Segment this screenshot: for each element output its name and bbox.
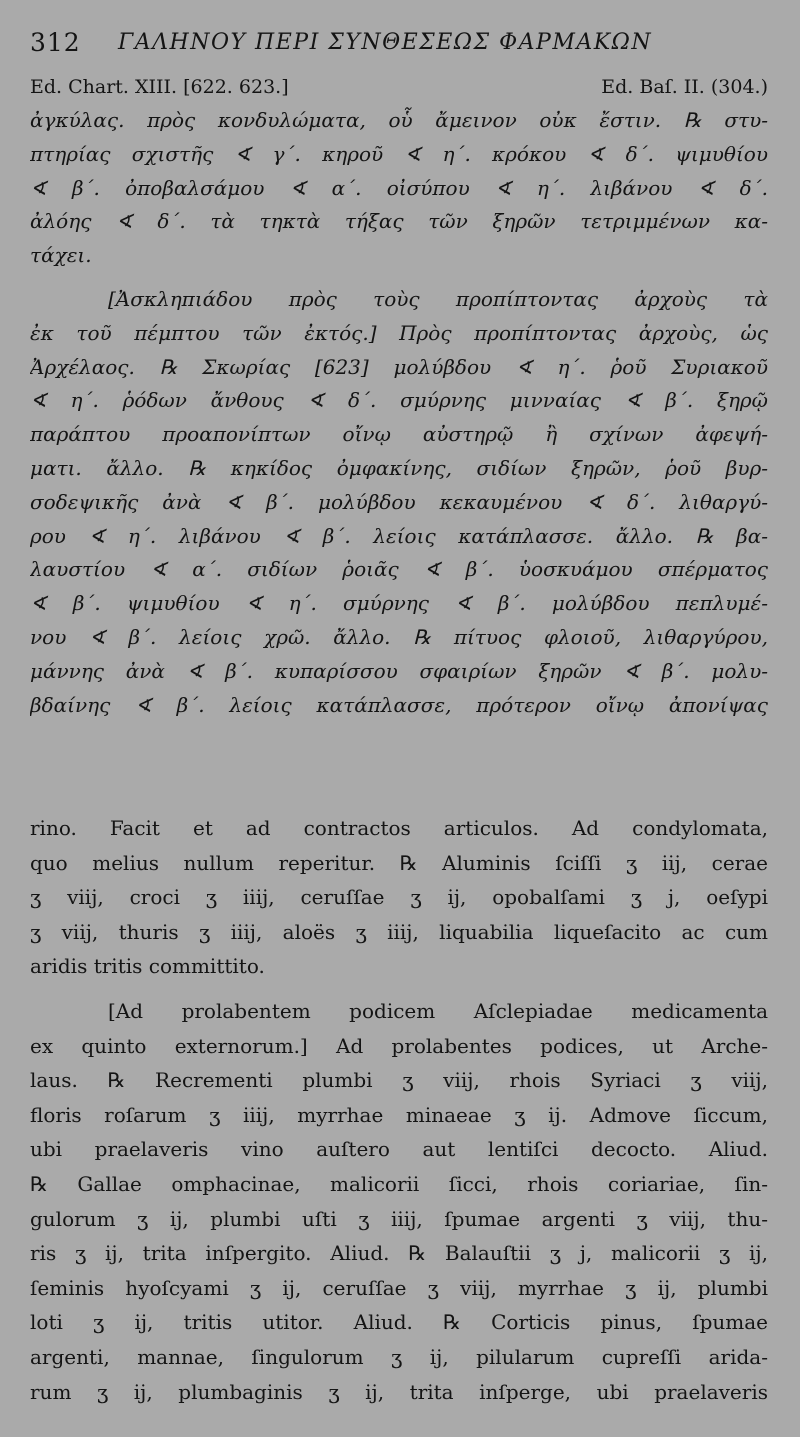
greek-line: ἀλόης ∢ δ΄. τὰ τηκτὰ τήξας τῶν ξηρῶν τετριμμένων κα- [30, 209, 768, 234]
latin-line: [Ad prolabentem podicem Aſclepiadae medicamenta [108, 998, 768, 1023]
latin-line: ubi praelaveris vino auſtero aut lentiſci decocto. Aliud. [30, 1137, 768, 1162]
latin-line: ʒ viij, croci ʒ iiij, ceruſſae ʒ ij, opobalſami ʒ j, oeſypi [30, 885, 768, 910]
latin-line: rum ʒ ij, plumbaginis ʒ ij, trita inſperge, ubi praelaveris [30, 1379, 768, 1404]
edition-chartier: Ed. Chart. XIII. [622. 623.] [30, 76, 289, 98]
greek-line: Ἀρχέλαος. ℞ Σκωρίας [623] μολύβδου ∢ η΄. ῥοῦ Συριακοῦ [30, 354, 768, 379]
page-number: 312 [30, 28, 81, 57]
latin-line: argenti, mannae, ſingulorum ʒ ij, pilularum cupreſſi arida- [30, 1344, 768, 1369]
latin-line: ſeminis hyoſcyami ʒ ij, ceruſſae ʒ viij, myrrhae ʒ ij, plumbi [30, 1275, 768, 1300]
edition-basel: Ed. Baſ. II. (304.) [601, 76, 768, 98]
greek-line: λαυστίου ∢ α΄. σιδίων ῥοιᾶς ∢ β΄. ὑοσκυάμου σπέρματος [30, 557, 768, 582]
greek-line: ∢ η΄. ῥόδων ἄνθους ∢ δ΄. σμύρνης μινναίας ∢ β΄. ξηρῷ [30, 388, 768, 413]
greek-line: [Ἀσκληπιάδου πρὸς τοὺς προπίπτοντας ἀρχοὺς τὰ [108, 286, 768, 311]
latin-line: ℞ Gallae omphacinae, malicorii ſicci, rhois coriariae, ſin- [30, 1171, 768, 1196]
greek-line: σοδεψικῆς ἀνὰ ∢ β΄. μολύβδου κεκαυμένου ∢ δ΄. λιθαργύ- [30, 489, 768, 514]
greek-line: ἀγκύλας. πρὸς κονδυλώματα, οὗ ἄμεινον οὐκ ἔστιν. ℞ στυ- [30, 108, 768, 132]
greek-line: ∢ β΄. ψιμυθίου ∢ η΄. σμύρνης ∢ β΄. μολύβδου πεπλυμέ- [30, 591, 768, 616]
latin-line: aridis tritis committito. [30, 954, 265, 979]
latin-line: gulorum ʒ ij, plumbi uſti ʒ iiij, ſpumae argenti ʒ viij, thu- [30, 1206, 768, 1231]
latin-line: quo melius nullum reperitur. ℞ Aluminis ſciſſi ʒ iij, cerae [30, 850, 768, 875]
greek-line: βδαίνης ∢ β΄. λείοις κατάπλασσε, πρότερον οἴνῳ ἀπονίψας [30, 692, 768, 717]
latin-line: laus. ℞ Recrementi plumbi ʒ viij, rhois Syriaci ʒ viij, [30, 1068, 768, 1093]
greek-line: παράπτου προαπονίπτων οἴνῳ αὐστηρῷ ἢ σχίνων ἀφεψή- [30, 422, 768, 447]
edition-references [30, 76, 768, 102]
greek-text-block [30, 104, 768, 722]
greek-line: ἐκ τοῦ πέμπτου τῶν ἐκτός.] Πρὸς προπίπτοντας ἀρχοὺς, ὡς [30, 320, 768, 345]
latin-line: ris ʒ ij, trita inſpergito. Aliud. ℞ Balauſtii ʒ j, malicorii ʒ ij, [30, 1241, 768, 1266]
latin-line: rino. Facit et ad contractos articulos. Ad condylomata, [30, 816, 768, 840]
greek-line: ρου ∢ η΄. λιβάνου ∢ β΄. λείοις κατάπλασσε. ἄλλο. ℞ βα- [30, 523, 768, 548]
greek-line: μάννης ἀνὰ ∢ β΄. κυπαρίσσου σφαιρίων ξηρῶν ∢ β΄. μολυ- [30, 658, 768, 683]
greek-line: νου ∢ β΄. λείοις χρῶ. ἄλλο. ℞ πίτυος φλοιοῦ, λιθαργύρου, [30, 624, 768, 649]
latin-line: ʒ viij, thuris ʒ iiij, aloës ʒ iiij, liquabilia liqueſacito ac cum [30, 919, 768, 944]
greek-line: πτηρίας σχιστῆς ∢ γ΄. κηροῦ ∢ η΄. κρόκου ∢ δ΄. ψιμυθίου [30, 141, 768, 166]
page-header [30, 28, 770, 64]
greek-line: τάχει. [30, 243, 92, 268]
latin-line: ex quinto externorum.] Ad prolabentes podices, ut Arche- [30, 1033, 768, 1058]
latin-line: floris roſarum ʒ iiij, myrrhae minaeae ʒ ij. Admove ſiccum, [30, 1102, 768, 1127]
greek-line: ματι. ἄλλο. ℞ κηκίδος ὀμφακίνης, σιδίων ξηρῶν, ῥοῦ βυρ- [30, 455, 768, 480]
latin-text-block [30, 811, 768, 1409]
latin-line: loti ʒ ij, tritis utitor. Aliud. ℞ Corticis pinus, ſpumae [30, 1310, 768, 1335]
running-title: ΓΑΛΗΝΟΥ ΠΕΡΙ ΣΥΝΘΕΣΕΩΣ ΦΑΡΜΑΚΩΝ [118, 30, 653, 55]
greek-line: ∢ β΄. ὀποβαλσάμου ∢ α΄. οἰσύπου ∢ η΄. λιβάνου ∢ δ΄. [30, 175, 768, 200]
